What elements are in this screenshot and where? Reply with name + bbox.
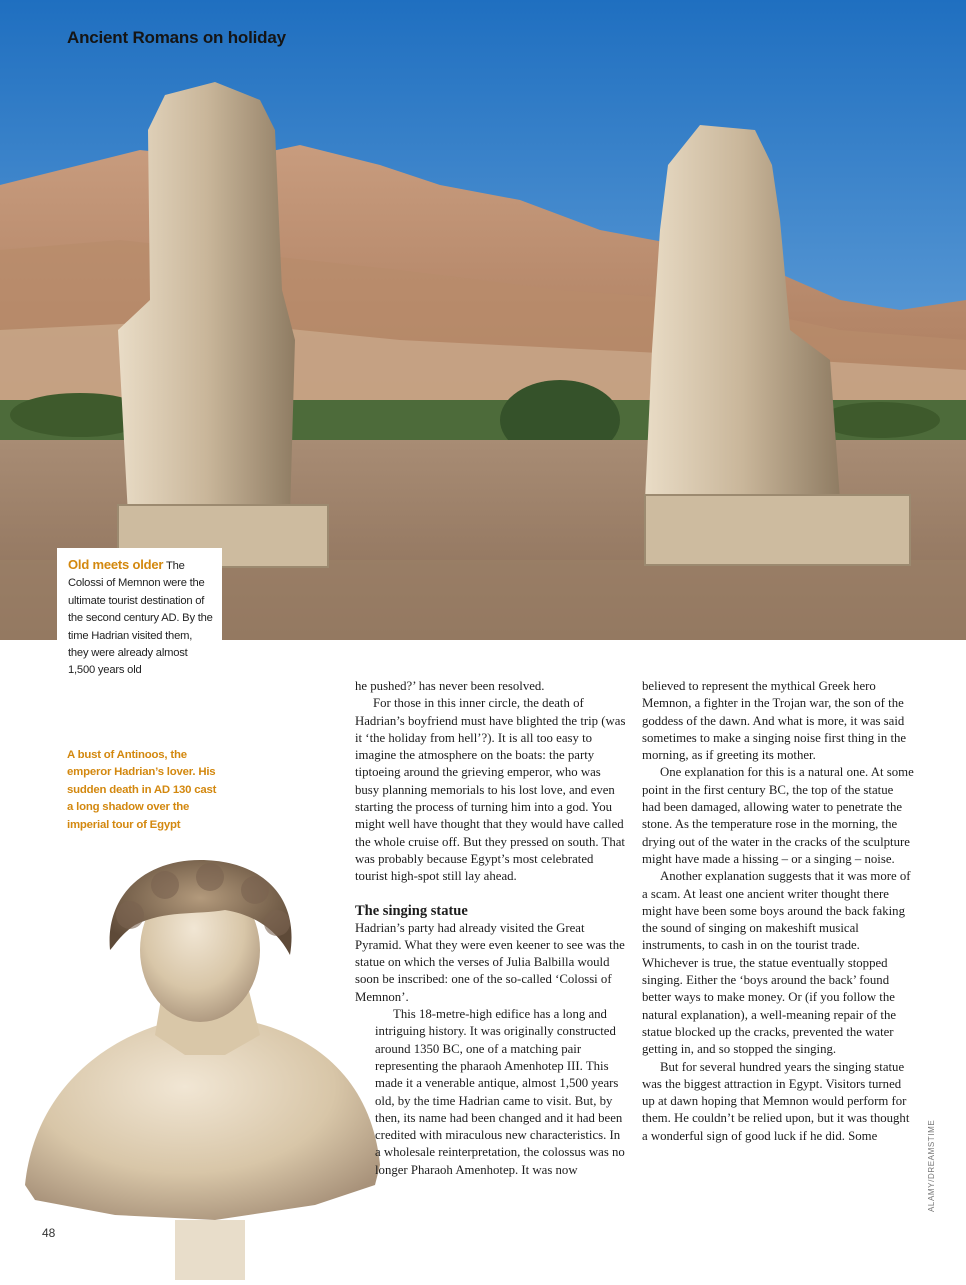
article-column-1 (355, 678, 627, 1179)
caption-headline: Old meets older (68, 557, 164, 572)
paragraph: This 18-metre-high edifice has a long and intriguing history. It was originally constructed around 1350 BC, one of a matching pair representing the pharaoh Amenhotep III. This made it a venerable antique, almost 1,500 years old, by the time Hadrian came to visit. But, by then, its name had been changed and it had been credited with miraculous new characteristics. In a wholesale reinterpretation, the colossus was no longer Pharaoh Amenhotep. It was now (375, 1007, 625, 1177)
paragraph: believed to represent the mythical Greek hero Memnon, a fighter in the Trojan war, the son of the goddess of the dawn. And what is more, it was said sometimes to make a singing noise first thing in the morning, as if greeting its mother. (642, 679, 907, 763)
paragraph: But for several hundred years the singing statue was the biggest attraction in Egypt. Visitors turned up at dawn hoping that Memnon would perform for them. He couldn’t be relied upon, but it was thought a wonderful sign of good luck if he did. Some (642, 1059, 910, 1143)
section-title: Ancient Romans on holiday (67, 28, 286, 47)
article-column-2 (642, 678, 914, 1145)
paragraph: For those in this inner circle, the death of Hadrian’s boyfriend must have blighted the trip (was it ‘the holiday from hell’?). It is all too easy to imagine the atmosphere on the boats: the party tiptoeing around the grieving emperor, who was busy planning memorials to his lost love, and even starting the process of turning him into a god. You might well have thought that they would have called the whole cruise off. But they pressed on south. That was probably because Egypt’s most celebrated tourist high-spot still lay ahead. (355, 696, 626, 884)
page-number: 48 (42, 1226, 56, 1240)
subheading: The singing statue (355, 902, 468, 919)
paragraph: Hadrian’s party had already visited the Great Pyramid. What they were even keener to see was the statue on which the verses of Julia Balbilla would soon be inscribed: one of the so-called ‘Colossi of Memnon’. (355, 920, 625, 1004)
hero-photo-colossi-of-memnon (0, 0, 966, 640)
paragraph: he pushed?’ has never been resolved. (355, 679, 545, 693)
photo-caption (57, 548, 222, 680)
paragraph: Another explanation suggests that it was more of a scam. At least one ancient writer thought there might have been some boys around the back faking the sound of singing on makeshift musical instruments, to cash in on the tourist trade. Whichever is true, the statue eventually stopped singing. Either the ‘boys around the back’ found better ways to make money. Or (if you follow the natural explanation), a well-meaning repair of the statue blocked up the cracks, prevented the water getting in, and so stopped the singing. (642, 869, 911, 1057)
colossi-illustration (0, 0, 966, 640)
paragraph: One explanation for this is a natural one. At some point in the first century BC, the top of the statue had been damaged, allowing water to penetrate the stone. As the temperature rose in the morning, the drying out of the water in the cracks of the sculpture might have made a hissing – or a singing – noise. (642, 765, 914, 866)
caption-text: The Colossi of Memnon were the ultimate tourist destination of the second century AD. By the time Hadrian visited them, they were already almost 1,500 years old (68, 560, 213, 677)
bust-caption: A bust of Antinoos, the emperor Hadrian’s lover. His sudden death in AD 130 cast a long shadow over the imperial tour of Egypt (67, 749, 217, 831)
antinoos-bust-photo (15, 855, 395, 1280)
photo-credit: ALAMY/DREAMSTIME (927, 1119, 936, 1212)
antinoos-bust-illustration (15, 855, 395, 1280)
